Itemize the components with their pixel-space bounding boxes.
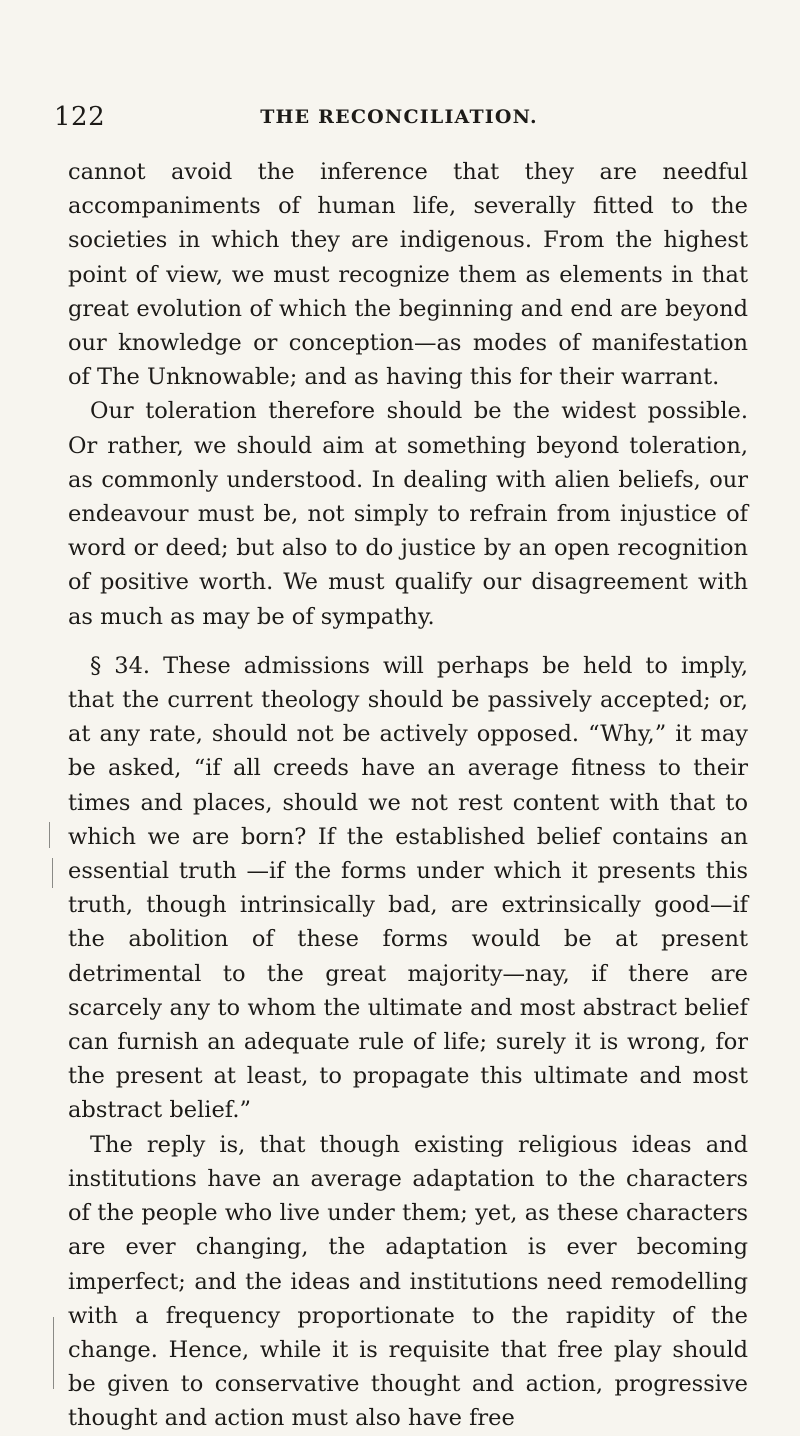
margin-mark-left-3 bbox=[53, 1317, 54, 1389]
paragraph-section-34: § 34. These admissions will perhaps be held to imply, that the current theology should be passively accepted; or, at any rate, should not be actively opposed. “Why,” it may be asked, “if all creeds have an average fitness to their times and places, should we not rest content with that to which we are born? If the established belief contains an essential truth —if the forms under which it presents this truth, though intrinsically bad, are extrinsically good—if the abolition of these forms would be at present detrimental to the great majority—nay, if there are scarcely any to whom the ultimate and most abstract belief can furnish an adequate rule of life; surely it is wrong, for the present at least, to propagate this ultimate and most abstract belief.” bbox=[68, 652, 748, 1124]
running-title: THE RECONCILIATION. bbox=[260, 106, 538, 128]
paragraph-4: The reply is, that though existing religious ideas and institutions have an average adaptation to the characters of the people who live under them; yet, as these characters are ever changing, the adaptation is ever becoming imperfect; and the ideas and institutions need remodelling with a frequency proportionate to the rapidity of the change. Hence, while it is requisite that free play should be given to conservative thought and action, progressive thought and action must also have free bbox=[68, 1131, 748, 1432]
margin-mark-left-2 bbox=[52, 858, 53, 888]
page-number: 122 bbox=[54, 102, 106, 132]
paragraph-1: cannot avoid the inference that they are needful accompaniments of human life, severally fitted to the societies in which they are indigenous. From the highest point of view, we must recognize them as elements in that great evolution of which the beginning and end are beyond our knowledge or conception—as modes of manifestation of The Unknowable; and as having this for their warrant. bbox=[68, 159, 748, 391]
paragraph-2: Our toleration therefore should be the widest possible. Or rather, we should aim at something beyond toleration, as commonly understood. In dealing with alien beliefs, our endeavour must be, not simply to refrain from injustice of word or deed; but also to do justice by an open recognition of positive worth. We must qualify our disagreement with as much as may be of sympathy. bbox=[68, 398, 748, 630]
page-header bbox=[54, 102, 744, 136]
body-text bbox=[68, 155, 748, 1436]
margin-mark-left-1 bbox=[49, 822, 50, 848]
